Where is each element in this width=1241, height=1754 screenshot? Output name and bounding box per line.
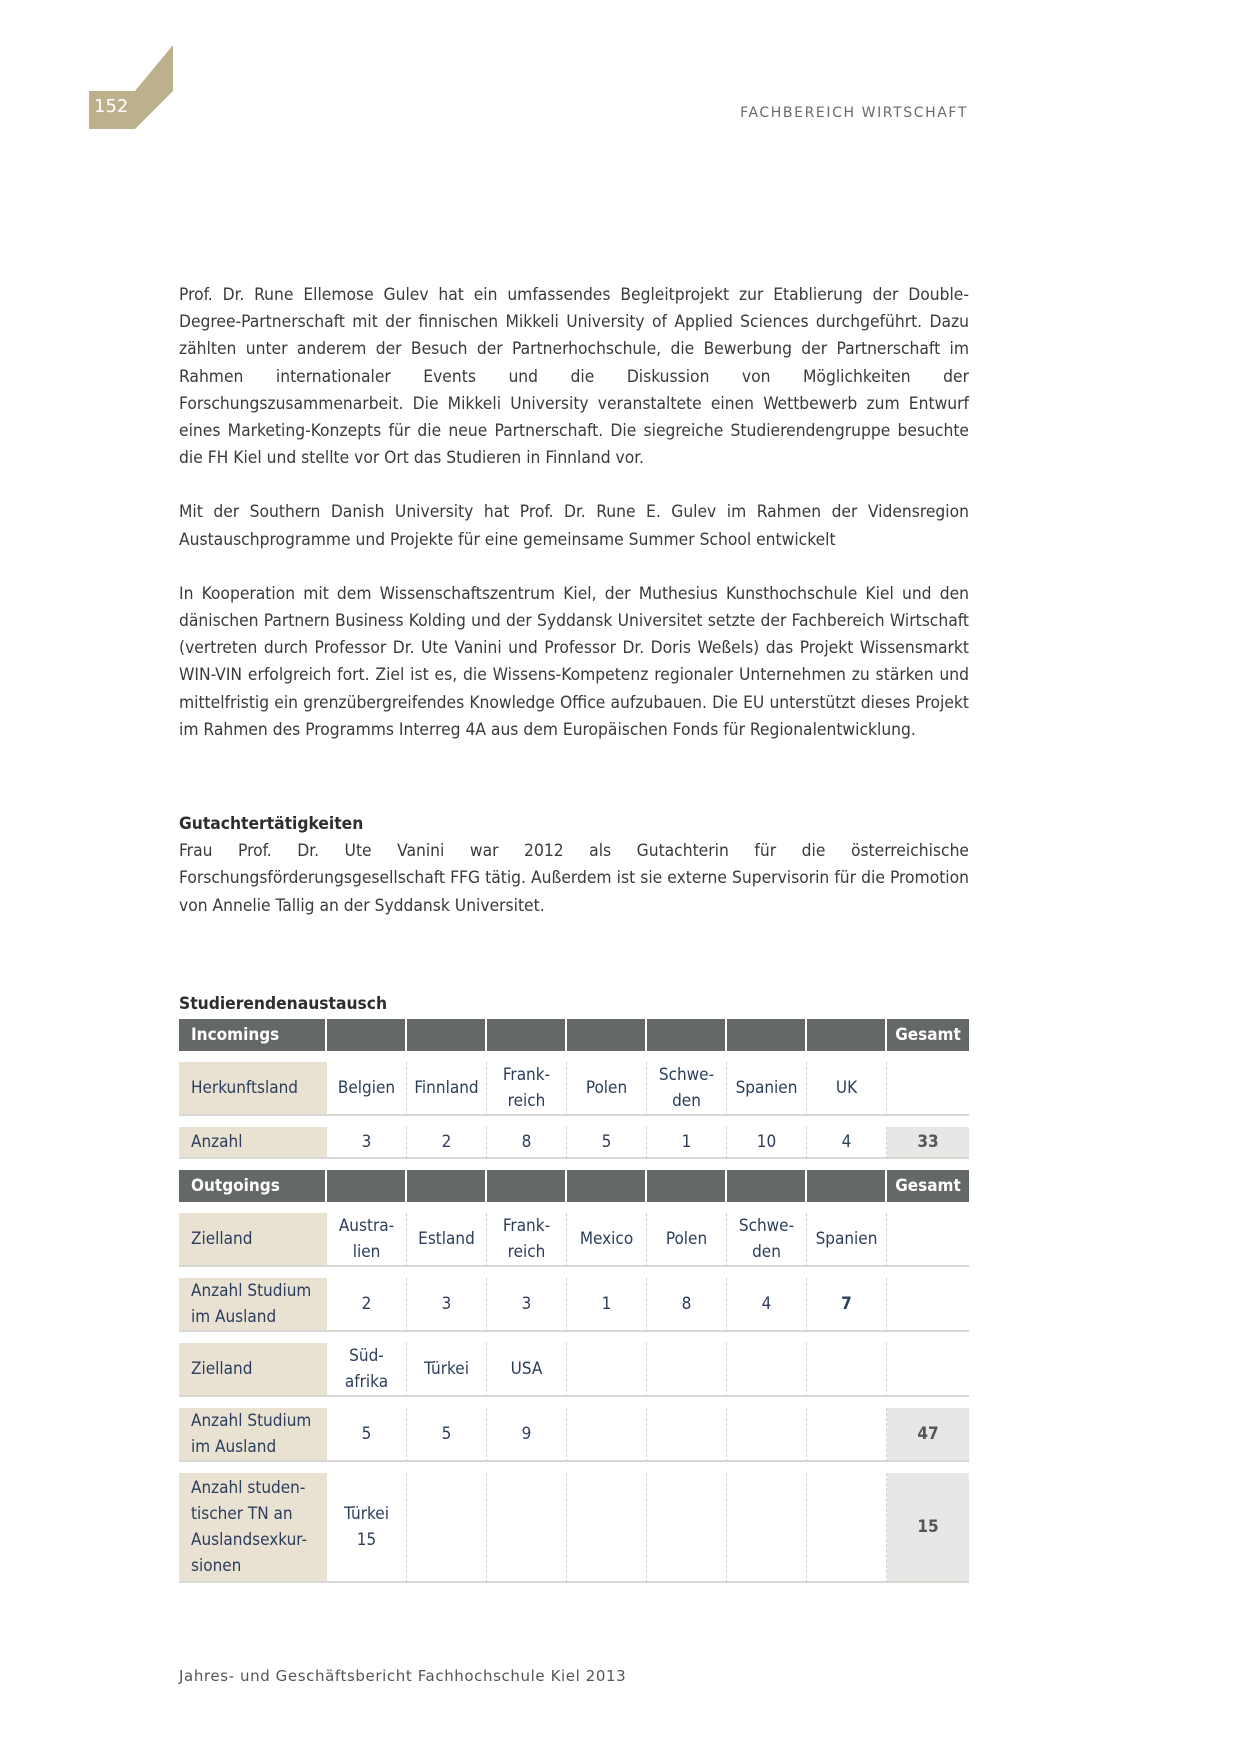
gesamt-cell [887,1278,969,1332]
outgoings-header-label: Outgoings [179,1170,327,1202]
header-cell [647,1170,727,1202]
exchange-title: Studierendenaustausch [179,994,388,1014]
table-cell: 7 [807,1278,887,1332]
gesamt-header: Gesamt [887,1170,969,1202]
table-cell: 1 [567,1278,647,1332]
paragraph-southern-danish: Mit der Southern Danish University hat Prof. Dr. Rune E. Gulev im Rahmen der Vidensregion Austauschprogramme und Projekte für eine gemeinsame Summer School entwickelt [179,502,969,550]
outgoings-header [179,1170,969,1202]
table-cell: 8 [487,1127,567,1159]
incomings-countries-row [179,1062,969,1116]
table-cell [727,1473,807,1583]
table-cell [727,1408,807,1462]
outgoings-countries-row-1-label: Zielland [179,1213,327,1267]
table-cell [567,1473,647,1583]
gutachter-heading: Gutachtertätigkeiten [179,814,364,835]
gesamt-header: Gesamt [887,1019,969,1051]
outgoings-count-row-1 [179,1278,969,1332]
table-cell [807,1408,887,1462]
header-cell [647,1019,727,1051]
table-cell [807,1473,887,1583]
header-cell [807,1170,887,1202]
table-cell: 3 [327,1127,407,1159]
table-cell: Frank- reich [487,1062,567,1116]
header-cell [407,1019,487,1051]
gesamt-cell: 47 [887,1408,969,1462]
table-cell: Polen [647,1213,727,1267]
outgoings-count-row-2-label: Anzahl Studium im Ausland [179,1408,327,1462]
header-cell [487,1019,567,1051]
table-cell: 2 [407,1127,487,1159]
table-cell: USA [487,1343,567,1397]
incomings-count-row [179,1127,969,1159]
gesamt-cell [887,1062,969,1116]
table-cell [487,1473,567,1583]
footer-text: Jahres- und Geschäftsbericht Fachhochschule Kiel 2013 [179,1667,627,1685]
table-cell: UK [807,1062,887,1116]
table-cell: 5 [407,1408,487,1462]
table-cell: 1 [647,1127,727,1159]
excursion-row [179,1473,969,1583]
table-cell: Schwe- den [647,1062,727,1116]
paragraph-gulev: Prof. Dr. Rune Ellemose Gulev hat ein umfassendes Begleitprojekt zur Etablierung der Double-Degree-Partnerschaft mit der finnischen Mikkeli University of Applied Sciences durchgeführt. Dazu zählten unter anderem der Besuch der Partnerhochschule, die Bewerbung der Partnerschaft im Rahmen internationaler Events und die Diskussion von Möglichkeiten der Forschungszusammenarbeit. Die Mikkeli University veranstaltete einen Wettbewerb zum Entwurf eines Marketing-Konzepts für die neue Partnerschaft. Die siegreiche Studierendengruppe besuchte die FH Kiel und stellte vor Ort das Studieren in Finnland vor. [179,285,969,469]
table-cell: Estland [407,1213,487,1267]
body-text [179,282,969,947]
header-cell [407,1170,487,1202]
incomings-countries-row-label: Herkunftsland [179,1062,327,1116]
table-cell [807,1343,887,1397]
incomings-count-row-label: Anzahl [179,1127,327,1159]
table-cell: Mexico [567,1213,647,1267]
header-cell [487,1170,567,1202]
outgoings-count-row-2 [179,1408,969,1462]
table-cell: 10 [727,1127,807,1159]
header-cell [727,1170,807,1202]
table-cell: Türkei [407,1343,487,1397]
table-cell: Spanien [727,1062,807,1116]
gesamt-cell [887,1343,969,1397]
table-cell: 4 [727,1278,807,1332]
outgoings-countries-row-2-label: Zielland [179,1343,327,1397]
table-cell: Süd- afrika [327,1343,407,1397]
table-cell [567,1408,647,1462]
table-cell: 5 [567,1127,647,1159]
outgoings-countries-row-1 [179,1213,969,1267]
table-cell: 2 [327,1278,407,1332]
incomings-header-label: Incomings [179,1019,327,1051]
table-cell: Frank- reich [487,1213,567,1267]
section-title: FACHBEREICH WIRTSCHAFT [740,105,968,121]
table-cell: Austra- lien [327,1213,407,1267]
header-cell [327,1170,407,1202]
table-cell [567,1343,647,1397]
gutachter-text: Frau Prof. Dr. Ute Vanini war 2012 als Gutachterin für die österreichische Forschungsförderungsgesellschaft FFG tätig. Außerdem ist sie externe Supervisorin für die Promotion von Annelie Tallig an der Syddansk Universitet. [179,841,969,916]
table-cell [727,1343,807,1397]
page-number: 152 [94,96,129,117]
table-cell: 8 [647,1278,727,1332]
table-cell [647,1343,727,1397]
header-cell [327,1019,407,1051]
header-cell [807,1019,887,1051]
exchange-table [179,1019,969,1583]
gesamt-cell: 15 [887,1473,969,1583]
table-cell: 4 [807,1127,887,1159]
incomings-header [179,1019,969,1051]
outgoings-countries-row-2 [179,1343,969,1397]
table-cell [647,1473,727,1583]
table-cell: Belgien [327,1062,407,1116]
header-cell [567,1019,647,1051]
header-cell [567,1170,647,1202]
table-cell: Schwe- den [727,1213,807,1267]
excursion-row-label: Anzahl studen- tischer TN an Auslandsexkur- sionen [179,1473,327,1583]
exchange-section [179,993,969,1583]
table-cell: 5 [327,1408,407,1462]
table-cell: 9 [487,1408,567,1462]
table-cell: 3 [487,1278,567,1332]
gesamt-cell: 33 [887,1127,969,1159]
table-cell: Finnland [407,1062,487,1116]
table-cell: Polen [567,1062,647,1116]
table-cell: Spanien [807,1213,887,1267]
table-cell: Türkei 15 [327,1473,407,1583]
table-cell [407,1473,487,1583]
outgoings-count-row-1-label: Anzahl Studium im Ausland [179,1278,327,1332]
table-cell [647,1408,727,1462]
header-cell [727,1019,807,1051]
gesamt-cell [887,1213,969,1267]
table-cell: 3 [407,1278,487,1332]
paragraph-win-vin: In Kooperation mit dem Wissenschaftszentrum Kiel, der Muthesius Kunsthochschule Kiel und den dänischen Partnern Business Kolding und der Syddansk Universitet setzte der Fachbereich Wirtschaft (vertreten durch Professor Dr. Ute Vanini und Professor Dr. Doris Weßels) das Projekt Wissensmarkt WIN-VIN erfolgreich fort. Ziel ist es, die Wissens-Kompetenz regionaler Unternehmen zu stärken und mittelfristig ein grenzübergreifendes Knowledge Office aufzubauen. Die EU unterstützt dieses Projekt im Rahmen des Programms Interreg 4A aus dem Europäischen Fonds für Regionalentwicklung. [179,583,969,740]
